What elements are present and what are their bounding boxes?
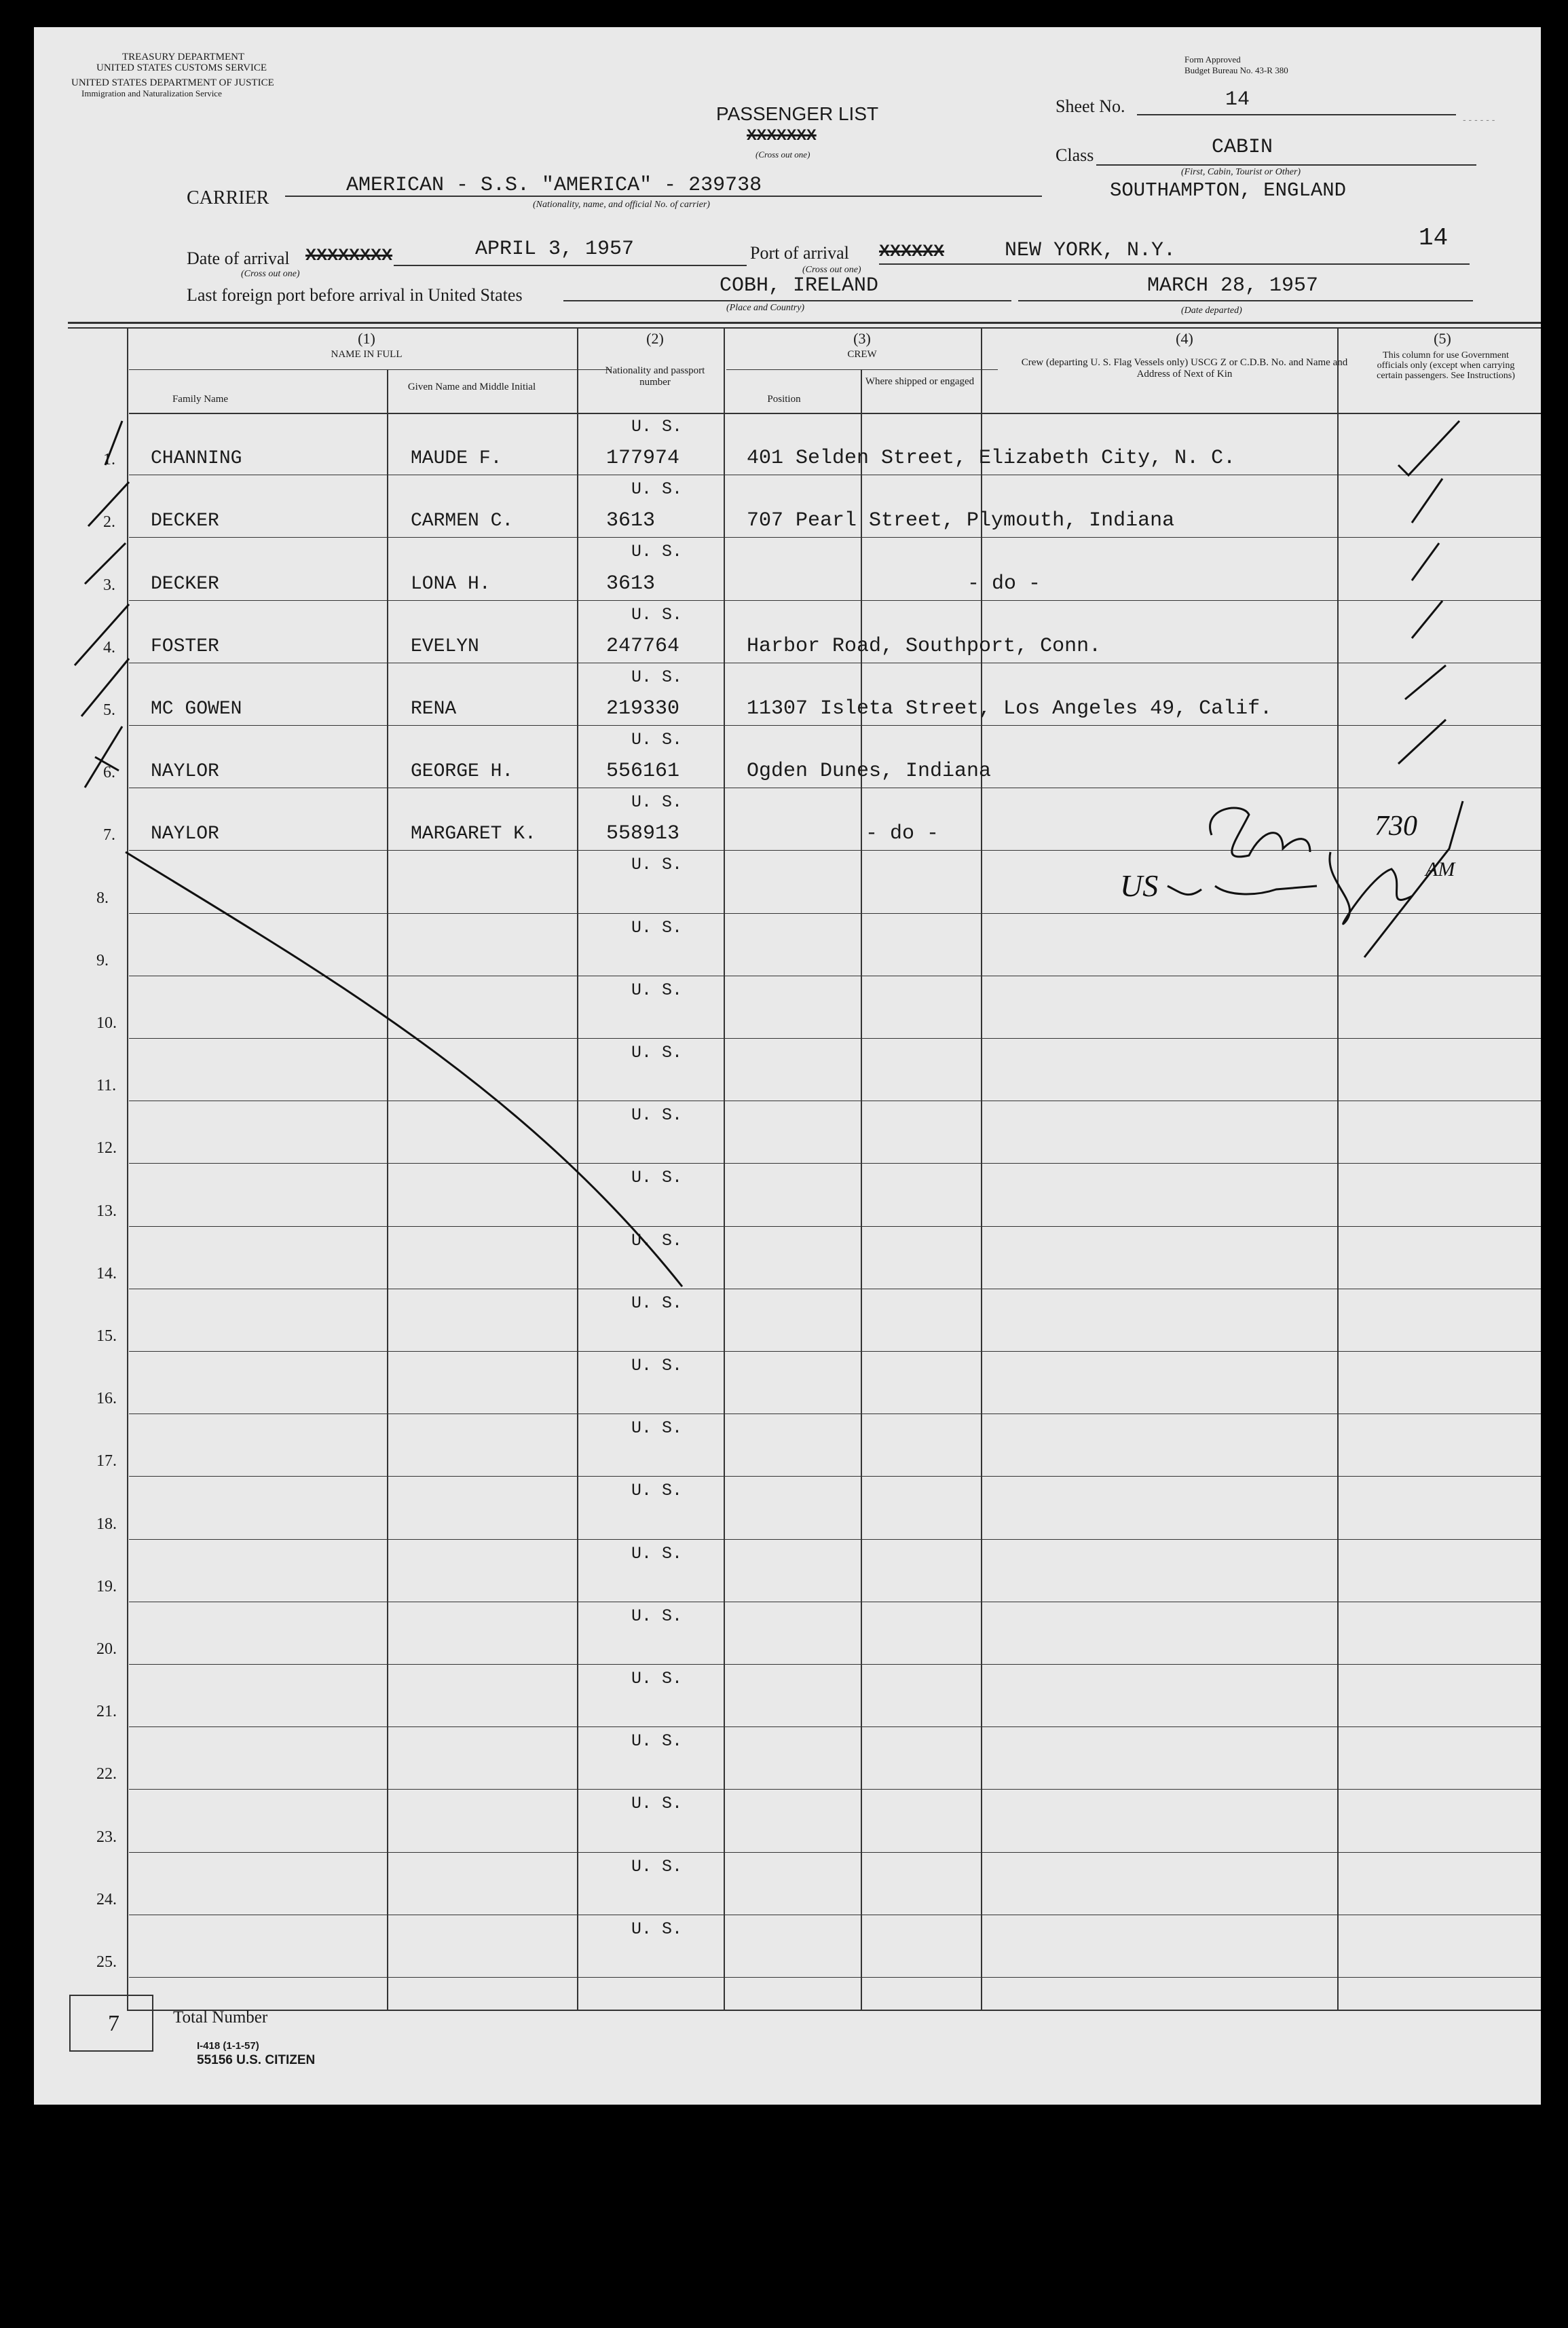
col5-number: (5) xyxy=(1434,330,1451,347)
handwritten-annotation-us: US xyxy=(1120,868,1159,903)
col1-family-header: Family Name xyxy=(172,394,229,405)
date-crossed-out: XXXXXXXX xyxy=(305,246,393,264)
nationality-label: U. S. xyxy=(631,980,683,1000)
next-of-kin-address: 11307 Isleta Street, Los Angeles 49, Calif. xyxy=(747,697,1273,720)
col1-given-header: Given Name and Middle Initial xyxy=(407,382,536,392)
row-number: 7. xyxy=(103,826,115,844)
passport-number: 219330 xyxy=(606,697,680,720)
class-value: CABIN xyxy=(1212,136,1273,159)
passport-number: 558913 xyxy=(606,822,680,845)
row-number: 19. xyxy=(96,1578,117,1595)
row-number: 20. xyxy=(96,1640,117,1658)
port-of-arrival-label: Port of arrival xyxy=(750,243,849,263)
passport-number: 177974 xyxy=(606,447,680,470)
handwritten-marks xyxy=(34,27,1541,2105)
given-name: GEORGE H. xyxy=(411,761,514,782)
given-name: MARGARET K. xyxy=(411,824,536,845)
nationality-label: U. S. xyxy=(631,1168,683,1188)
nationality-label: U. S. xyxy=(631,1043,683,1063)
nationality-label: U. S. xyxy=(631,1230,683,1251)
nationality-label: U. S. xyxy=(631,1669,683,1688)
nationality-label: U. S. xyxy=(631,917,683,938)
nationality-label: U. S. xyxy=(631,855,683,875)
row-number: 13. xyxy=(96,1202,117,1220)
date-of-arrival-value: APRIL 3, 1957 xyxy=(475,238,635,261)
class-label: Class xyxy=(1056,145,1094,165)
passport-number: 3613 xyxy=(606,509,656,532)
form-print-line: 55156 U.S. CITIZEN xyxy=(197,2053,316,2067)
nationality-label: U. S. xyxy=(631,1418,683,1439)
form-title: PASSENGER LIST xyxy=(716,103,879,124)
sheet-label: Sheet No. xyxy=(1056,96,1125,116)
row-number: 18. xyxy=(96,1515,117,1533)
given-name: LONA H. xyxy=(411,574,491,595)
row-number: 1. xyxy=(103,451,115,468)
last-port-value: COBH, IRELAND xyxy=(720,274,879,297)
col4-title: Crew (departing U. S. Flag Vessels only) USCG Z or C.D.B. No. and Name and Address of Next of Kin xyxy=(1021,357,1348,380)
sheet-number: 14 xyxy=(1225,88,1250,111)
row-number: 2. xyxy=(103,513,115,531)
total-value: 7 xyxy=(108,2011,119,2036)
next-of-kin-address: Ogden Dunes, Indiana xyxy=(747,760,992,783)
family-name: DECKER xyxy=(151,574,219,595)
handwritten-annotation-730: 730 xyxy=(1375,811,1417,842)
next-of-kin-address: 401 Selden Street, Elizabeth City, N. C. xyxy=(747,447,1236,470)
nationality-label: U. S. xyxy=(631,1481,683,1501)
agency-line-3: UNITED STATES DEPARTMENT OF JUSTICE xyxy=(71,77,274,88)
nationality-label: U. S. xyxy=(631,1919,683,1939)
col3-where-header: Where shipped or engaged xyxy=(865,376,975,387)
passport-number: 3613 xyxy=(606,572,656,595)
form-number: I-418 (1-1-57) xyxy=(197,2040,259,2052)
col4-number: (4) xyxy=(1176,330,1193,347)
nationality-label: U. S. xyxy=(631,1856,683,1877)
col1-title: NAME IN FULL xyxy=(331,349,403,360)
col3-number: (3) xyxy=(853,330,871,347)
family-name: FOSTER xyxy=(151,636,219,657)
row-number: 10. xyxy=(96,1014,117,1032)
agency-line-1: TREASURY DEPARTMENT xyxy=(122,52,245,62)
corner-number: 14 xyxy=(1419,224,1449,252)
col3-title: CREW xyxy=(847,349,877,360)
carrier-label: CARRIER xyxy=(187,187,269,208)
row-number: 6. xyxy=(103,764,115,781)
given-name: RENA xyxy=(411,699,457,720)
check-marks xyxy=(1398,421,1459,764)
agency-line-2: UNITED STATES CUSTOMS SERVICE xyxy=(96,62,267,73)
row-tick-marks xyxy=(75,421,129,788)
row-number: 25. xyxy=(96,1953,117,1971)
port-crossed-out: XXXXXX xyxy=(879,242,945,260)
row-number: 16. xyxy=(96,1390,117,1407)
nationality-label: U. S. xyxy=(631,792,683,813)
nationality-label: U. S. xyxy=(631,1794,683,1814)
date-cross-note: (Cross out one) xyxy=(241,269,300,279)
title-crossed-out: XXXXXXX xyxy=(747,126,817,143)
next-of-kin-address: 707 Pearl Street, Plymouth, Indiana xyxy=(747,509,1175,532)
passport-number: 247764 xyxy=(606,635,680,658)
form-approved: Form Approved xyxy=(1184,54,1241,64)
row-number: 21. xyxy=(96,1703,117,1720)
carrier-note: (Nationality, name, and official No. of carrier) xyxy=(533,200,710,210)
row-number: 17. xyxy=(96,1452,117,1470)
family-name: NAYLOR xyxy=(151,824,219,845)
nationality-label: U. S. xyxy=(631,479,683,500)
nationality-label: U. S. xyxy=(631,1105,683,1126)
nationality-label: U. S. xyxy=(631,542,683,562)
row-number: 4. xyxy=(103,639,115,657)
col1-number: (1) xyxy=(358,330,375,347)
void-diagonal-line xyxy=(126,852,682,1287)
family-name: NAYLOR xyxy=(151,761,219,782)
col2-title: Nationality and passport number xyxy=(605,365,705,388)
row-number: 24. xyxy=(96,1891,117,1908)
budget-bureau-no: Budget Bureau No. 43-R 380 xyxy=(1184,65,1288,75)
total-label: Total Number xyxy=(173,2008,268,2027)
nationality-label: U. S. xyxy=(631,730,683,750)
margin-dash: - - - - - - xyxy=(1463,114,1495,125)
given-name: MAUDE F. xyxy=(411,448,502,469)
signature-scribble xyxy=(1168,801,1463,957)
col5-title: This column for use Government officials only (except when carrying certain passengers. See Instructions) xyxy=(1377,350,1515,381)
row-number: 22. xyxy=(96,1765,117,1783)
given-name: EVELYN xyxy=(411,636,479,657)
family-name: MC GOWEN xyxy=(151,699,242,720)
total-box xyxy=(69,1995,153,2052)
row-number: 11. xyxy=(96,1077,117,1094)
port-cross-note: (Cross out one) xyxy=(802,265,861,275)
port-of-arrival-value: NEW YORK, N.Y. xyxy=(1005,239,1176,262)
departure-date: MARCH 28, 1957 xyxy=(1147,274,1319,297)
col2-number: (2) xyxy=(646,330,664,347)
nationality-label: U. S. xyxy=(631,604,683,625)
row-number: 23. xyxy=(96,1828,117,1846)
row-number: 5. xyxy=(103,701,115,719)
class-note: (First, Cabin, Tourist or Other) xyxy=(1181,167,1301,177)
nationality-label: U. S. xyxy=(631,667,683,687)
last-port-label: Last foreign port before arrival in United States xyxy=(187,285,523,305)
nationality-label: U. S. xyxy=(631,417,683,437)
next-of-kin-address: - do - xyxy=(967,572,1041,595)
date-of-arrival-label: Date of arrival xyxy=(187,248,290,268)
passenger-list-page xyxy=(34,27,1541,2105)
nationality-label: U. S. xyxy=(631,1606,683,1626)
last-port-note: (Place and Country) xyxy=(726,303,805,313)
row-number: 9. xyxy=(96,952,109,969)
agency-line-4: Immigration and Naturalization Service xyxy=(81,88,222,98)
col3-position-header: Position xyxy=(767,394,801,405)
origin-port: SOUTHAMPTON, ENGLAND xyxy=(1110,179,1347,202)
title-cross-note: (Cross out one) xyxy=(755,149,810,160)
nationality-label: U. S. xyxy=(631,1731,683,1752)
row-number: 8. xyxy=(96,889,109,907)
passport-number: 556161 xyxy=(606,760,680,783)
row-number: 12. xyxy=(96,1139,117,1157)
departure-date-note: (Date departed) xyxy=(1181,306,1242,316)
nationality-label: U. S. xyxy=(631,1356,683,1375)
row-number: 14. xyxy=(96,1265,117,1282)
next-of-kin-address: Harbor Road, Southport, Conn. xyxy=(747,635,1102,658)
row-number: 15. xyxy=(96,1327,117,1345)
handwritten-annotation-am: AM xyxy=(1425,858,1455,881)
carrier-value: AMERICAN - S.S. "AMERICA" - 239738 xyxy=(346,174,762,197)
nationality-label: U. S. xyxy=(631,1543,683,1564)
where-shipped: - do - xyxy=(865,822,939,845)
given-name: CARMEN C. xyxy=(411,511,514,532)
family-name: CHANNING xyxy=(151,448,242,469)
family-name: DECKER xyxy=(151,511,219,532)
nationality-label: U. S. xyxy=(631,1293,683,1313)
row-number: 3. xyxy=(103,576,115,594)
